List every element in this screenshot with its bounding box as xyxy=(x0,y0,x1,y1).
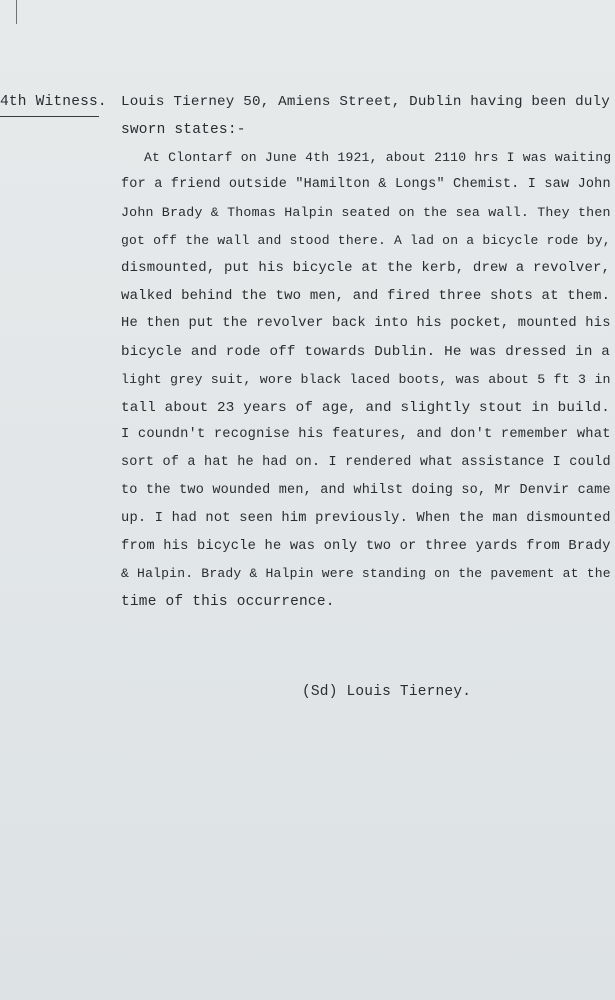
witness-label: 4th Witness. xyxy=(0,94,107,110)
statement-line: walked behind the two men, and fired three shots at them. xyxy=(121,288,611,304)
statement-line: I coundn't recognise his features, and don't remember what xyxy=(121,427,611,442)
statement-line: for a friend outside "Hamilton & Longs" Chemist. I saw John xyxy=(121,177,611,192)
statement-line: sort of a hat he had on. I rendered what assistance I could xyxy=(121,455,611,470)
statement-line: from his bicycle he was only two or three yards from Brady xyxy=(121,539,611,554)
statement-line: & Halpin. Brady & Halpin were standing on the pavement at the xyxy=(121,566,611,581)
statement-line: dismounted, put his bicycle at the kerb, drew a revolver, xyxy=(121,260,611,276)
intro-line: Louis Tierney 50, Amiens Street, Dublin having been duly xyxy=(121,94,611,110)
statement-line: time of this occurrence. xyxy=(121,594,335,610)
margin-mark xyxy=(16,0,17,24)
statement-line: light grey suit, wore black laced boots, was about 5 ft 3 in xyxy=(121,372,611,387)
statement-line: At Clontarf on June 4th 1921, about 2110 hrs I was waiting xyxy=(144,150,612,165)
statement-line: John Brady & Thomas Halpin seated on the sea wall. They then xyxy=(121,205,611,220)
witness-label-underline xyxy=(0,116,99,117)
signature-line: (Sd) Louis Tierney. xyxy=(302,684,472,700)
intro-line: sworn states:- xyxy=(121,122,246,138)
statement-line: to the two wounded men, and whilst doing so, Mr Denvir came xyxy=(121,483,611,498)
statement-line: bicycle and rode off towards Dublin. He was dressed in a xyxy=(121,344,611,360)
statement-line: tall about 23 years of age, and slightly stout in build. xyxy=(121,400,611,416)
statement-line: up. I had not seen him previously. When the man dismounted xyxy=(121,511,611,526)
statement-line: He then put the revolver back into his pocket, mounted his xyxy=(121,316,611,331)
statement-line: got off the wall and stood there. A lad on a bicycle rode by, xyxy=(121,233,611,248)
